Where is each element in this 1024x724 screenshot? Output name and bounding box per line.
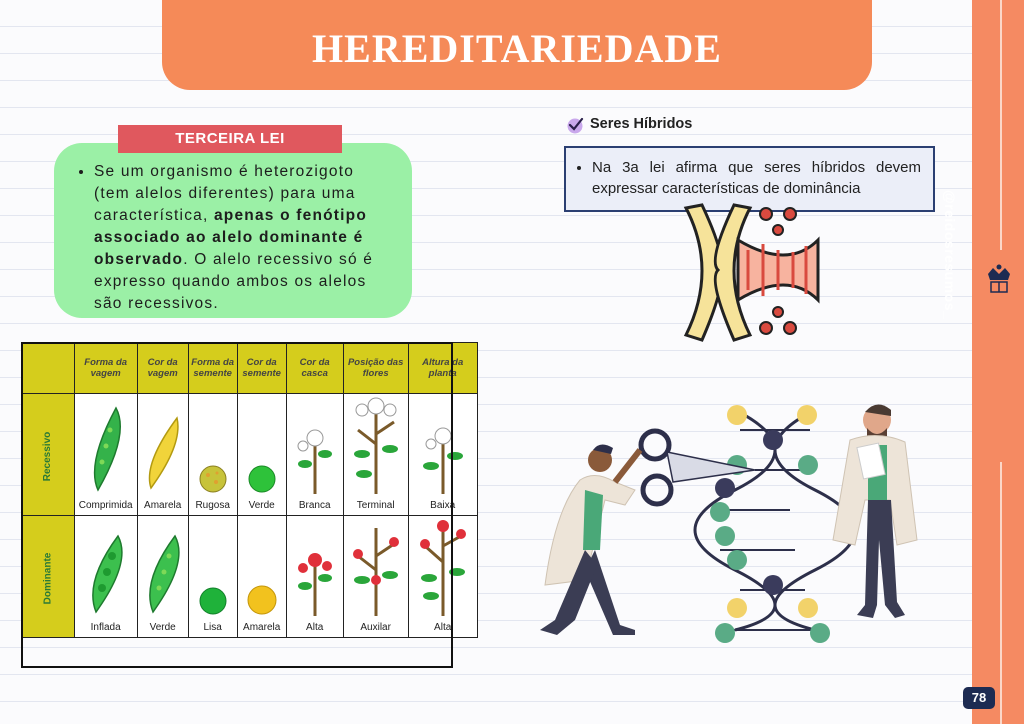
sidebar-line [1000,0,1002,250]
sidebar-line [1000,462,1002,724]
table-cell: Alta [286,516,343,638]
flower-icon [348,394,404,494]
law-label: TERCEIRA LEI [118,125,342,153]
crown-icon [984,262,1014,294]
scientist-left [540,444,640,635]
header-cell: Cor da casca [286,343,343,394]
flower-icon [293,546,337,616]
table-cell: Terminal [343,394,408,516]
flower-icon [415,516,471,616]
page-title: HEREDITARIEDADE [312,25,722,71]
table-cell: Comprimida [74,394,137,516]
scientist-right [833,404,917,618]
header-cell: Forma da vagem [74,343,137,394]
hybrid-text: • Na 3a lei afirma que seres híbridos devem expressar características de dominância [592,157,921,199]
title-banner [162,0,872,90]
pea-pod-icon [86,404,126,494]
page-number: 78 [963,687,995,709]
table-cell: Alta [408,516,477,638]
pea-pod-icon [86,532,126,616]
table-cell: Verde [237,394,286,516]
header-cell: Altura da planta [408,343,477,394]
seed-icon [198,586,228,616]
table-cell: Amarela [137,394,188,516]
row-label: Recessivo [22,394,75,516]
seed-icon [198,464,228,494]
pea-pod-icon [143,532,183,616]
flower-icon [348,520,404,616]
table-cell: Auxilar [343,516,408,638]
dna-ladder [695,405,855,643]
seed-icon [247,464,277,494]
table-cell: Lisa [188,516,237,638]
dna-icon [678,200,828,345]
table-cell: Amarela [237,516,286,638]
traits-table [21,342,478,638]
hybrid-label: Seres Híbridos [590,116,693,132]
header-cell: Cor da vagem [137,343,188,394]
header-cell: Forma da semente [188,343,237,394]
social-handle: @reidosresumos_ [942,190,958,320]
seed-icon [246,584,278,616]
table-header-row [22,343,478,394]
header-cell: Posição das flores [343,343,408,394]
header-cell: Cor da semente [237,343,286,394]
law-text: • Se um organismo é heterozigoto (tem alelos diferentes) para uma característica, apenas o fenótipo associado ao alelo dominante é observado. O alelo recessivo só é expresso quando ambos os alelos são recessivos. [94,161,390,315]
law-box [54,143,412,318]
table-cell: Inflada [74,516,137,638]
row-label: Dominante [22,516,75,638]
corner-cell [22,343,75,394]
flower-icon [293,424,337,494]
right-sidebar [972,0,1024,724]
table-cell: Branca [286,394,343,516]
table-cell: Verde [137,516,188,638]
table-row [22,394,478,516]
check-icon [566,116,584,134]
table-cell: Baixa [408,394,477,516]
table-row [22,516,478,638]
flower-icon [419,422,467,494]
table-cell: Rugosa [188,394,237,516]
scissors-icon [641,431,755,504]
pea-pod-icon [143,414,183,494]
scientists-illustration [525,390,945,645]
